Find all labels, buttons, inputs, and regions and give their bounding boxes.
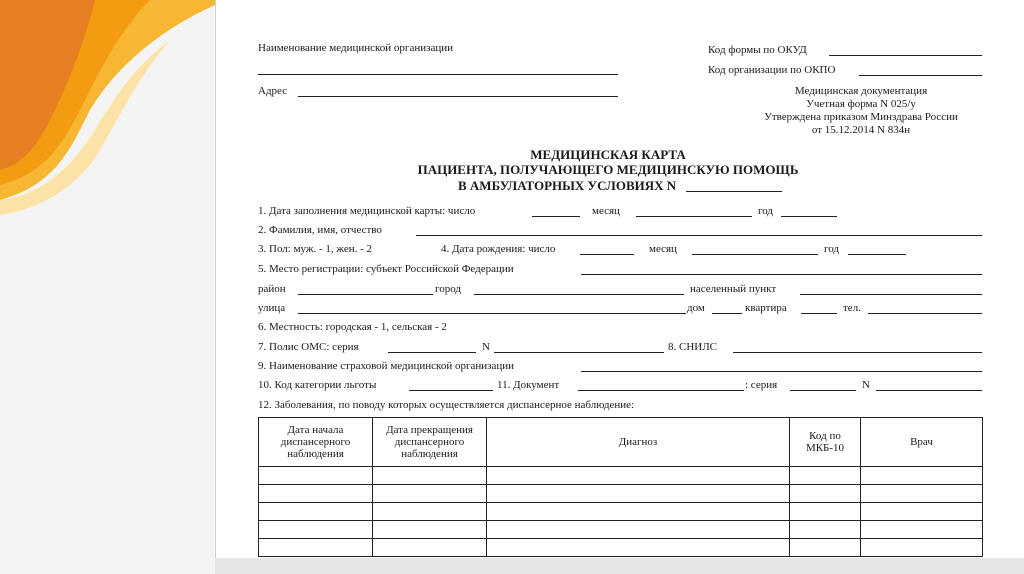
- settlement-line[interactable]: [800, 294, 982, 295]
- phone-line[interactable]: [868, 313, 982, 314]
- orange-wave-decoration: [0, 0, 215, 574]
- field-10-label: 10. Код категории льготы: [258, 379, 377, 391]
- fill-year-label: год: [758, 205, 774, 217]
- col-icd10-header: Код по МКБ-10: [790, 418, 861, 467]
- okpo-line[interactable]: [859, 75, 982, 76]
- full-name-line[interactable]: [416, 235, 982, 236]
- org-name-label: Наименование медицинской организации: [258, 42, 453, 54]
- region-line[interactable]: [581, 274, 982, 275]
- card-number-line[interactable]: [686, 191, 782, 192]
- field-1-label: 1. Дата заполнения медицинской карты: число: [258, 205, 476, 217]
- field-5-label: 5. Место регистрации: субъект Российской Федерации: [258, 263, 514, 275]
- col-doctor-header: Врач: [861, 418, 983, 467]
- phone-label: тел.: [843, 302, 861, 314]
- house-line[interactable]: [712, 313, 742, 314]
- city-label: город: [435, 283, 462, 295]
- document-series-line[interactable]: [790, 390, 856, 391]
- fill-month-line[interactable]: [636, 216, 752, 217]
- fill-month-label: месяц: [592, 205, 620, 217]
- apartment-label: квартира: [745, 302, 787, 314]
- field-11-label: 11. Документ: [497, 379, 560, 391]
- address-line[interactable]: [298, 96, 618, 97]
- district-label: район: [258, 283, 286, 295]
- snils-line[interactable]: [733, 352, 982, 353]
- address-label: Адрес: [258, 85, 288, 97]
- birth-month-line[interactable]: [692, 254, 818, 255]
- document-line[interactable]: [578, 390, 744, 391]
- fill-year-line[interactable]: [781, 216, 837, 217]
- document-series-label: : серия: [745, 379, 778, 391]
- doc-type-line1: Медицинская документация: [794, 85, 928, 97]
- insurer-line[interactable]: [581, 371, 982, 372]
- medical-form-sheet: [215, 0, 1024, 558]
- settlement-label: населенный пункт: [690, 283, 777, 295]
- apartment-line[interactable]: [801, 313, 837, 314]
- birth-month-label: месяц: [649, 243, 677, 255]
- table-row: [259, 485, 983, 503]
- col-start-date-header: Дата начала диспансерного наблюдения: [259, 418, 373, 467]
- oms-series-line[interactable]: [388, 352, 476, 353]
- document-number-line[interactable]: [876, 390, 982, 391]
- doc-type-line2: Учетная форма N 025/у: [806, 98, 916, 110]
- okud-line[interactable]: [829, 55, 982, 56]
- decorative-background: [0, 0, 215, 574]
- table-header-row: [259, 418, 983, 467]
- field-2-label: 2. Фамилия, имя, отчество: [258, 224, 382, 236]
- form-title-line3: В АМБУЛАТОРНЫХ УСЛОВИЯХ N: [458, 178, 677, 193]
- birth-year-line[interactable]: [848, 254, 906, 255]
- street-label: улица: [258, 302, 286, 314]
- oms-number-line[interactable]: [494, 352, 664, 353]
- benefit-code-line[interactable]: [409, 390, 493, 391]
- col-diagnosis-header: Диагноз: [487, 418, 790, 467]
- fill-day-line[interactable]: [532, 216, 580, 217]
- field-12-label: 12. Заболевания, по поводу которых осуществляется диспансерное наблюдение:: [258, 399, 635, 411]
- birth-day-line[interactable]: [580, 254, 634, 255]
- field-3-label: 3. Пол: муж. - 1, жен. - 2: [258, 243, 373, 255]
- field-7-label: 7. Полис ОМС: серия: [258, 341, 359, 353]
- form-title-line1: МЕДИЦИНСКАЯ КАРТА: [530, 147, 686, 162]
- street-line[interactable]: [298, 313, 686, 314]
- field-4-label: 4. Дата рождения: число: [441, 243, 556, 255]
- oms-number-label: N: [482, 341, 490, 353]
- table-row: [259, 521, 983, 539]
- house-label: дом: [687, 302, 705, 314]
- field-8-label: 8. СНИЛС: [668, 341, 718, 353]
- table-row: [259, 503, 983, 521]
- form-title-line2: ПАЦИЕНТА, ПОЛУЧАЮЩЕГО МЕДИЦИНСКУЮ ПОМОЩЬ: [417, 162, 799, 177]
- okud-label: Код формы по ОКУД: [708, 44, 807, 56]
- district-line[interactable]: [298, 294, 433, 295]
- okpo-label: Код организации по ОКПО: [708, 64, 836, 76]
- table-row: [259, 467, 983, 485]
- field-6-label: 6. Местность: городская - 1, сельская - 2: [258, 321, 447, 333]
- doc-type-line3: Утверждена приказом Минздрава России: [764, 111, 958, 123]
- city-line[interactable]: [474, 294, 684, 295]
- col-end-date-header: Дата прекращения диспансерного наблюдения: [373, 418, 487, 467]
- table-row: [259, 539, 983, 557]
- doc-type-line4: от 15.12.2014 N 834н: [811, 124, 911, 136]
- birth-year-label: год: [824, 243, 840, 255]
- field-9-label: 9. Наименование страховой медицинской организации: [258, 360, 515, 372]
- document-number-label: N: [862, 379, 870, 391]
- org-name-line[interactable]: [258, 74, 618, 75]
- dispensary-observation-table: [258, 417, 983, 557]
